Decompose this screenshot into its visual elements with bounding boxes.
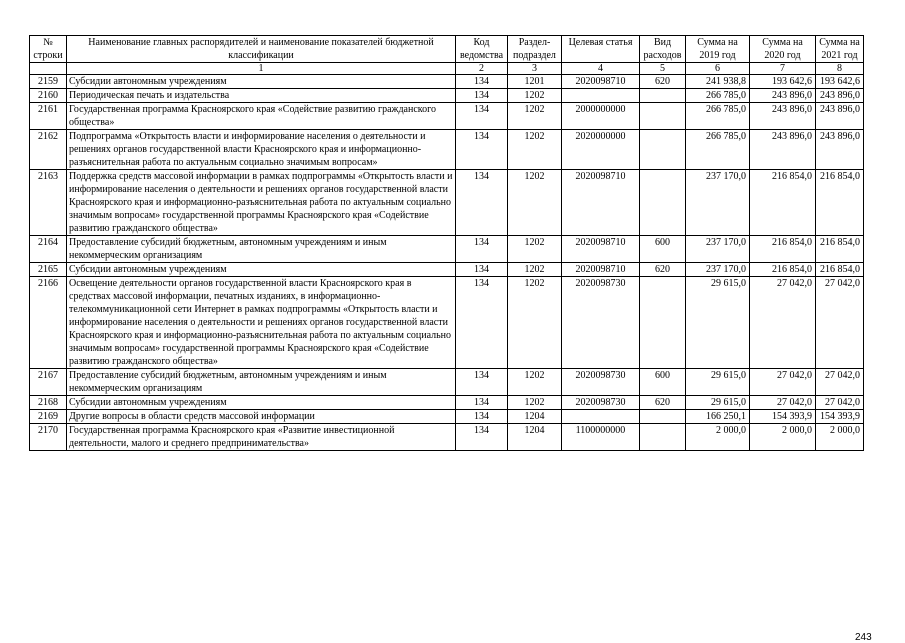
sum-2021-cell: 243 896,0 bbox=[816, 103, 864, 130]
row-number-cell: 2159 bbox=[30, 75, 67, 89]
sum-2020-cell: 2 000,0 bbox=[750, 424, 816, 451]
section-cell: 1204 bbox=[508, 424, 562, 451]
dept-code-cell: 134 bbox=[456, 130, 508, 170]
section-cell: 1202 bbox=[508, 170, 562, 236]
name-cell: Другие вопросы в области средств массовой информации bbox=[67, 410, 456, 424]
target-article-cell: 2020098730 bbox=[562, 396, 640, 410]
row-number-cell: 2162 bbox=[30, 130, 67, 170]
section-cell: 1202 bbox=[508, 89, 562, 103]
target-article-cell: 2020098710 bbox=[562, 170, 640, 236]
table-row bbox=[30, 75, 864, 89]
expense-type-cell bbox=[640, 130, 686, 170]
name-cell: Периодическая печать и издательства bbox=[67, 89, 456, 103]
page-number: 243 bbox=[855, 632, 872, 643]
dept-code-cell: 134 bbox=[456, 236, 508, 263]
sum-2020-cell: 243 896,0 bbox=[750, 89, 816, 103]
target-article-cell: 1100000000 bbox=[562, 424, 640, 451]
sum-2021-cell: 27 042,0 bbox=[816, 369, 864, 396]
section-cell: 1202 bbox=[508, 103, 562, 130]
name-cell: Государственная программа Красноярского края «Содействие развитию гражданского общества» bbox=[67, 103, 456, 130]
sum-2019-cell: 29 615,0 bbox=[686, 369, 750, 396]
table-body bbox=[30, 75, 864, 451]
sum-2020-cell: 216 854,0 bbox=[750, 236, 816, 263]
column-number: 7 bbox=[750, 63, 816, 75]
column-number: 6 bbox=[686, 63, 750, 75]
row-number-cell: 2167 bbox=[30, 369, 67, 396]
target-article-cell: 2020098710 bbox=[562, 263, 640, 277]
target-article-cell: 2020098710 bbox=[562, 236, 640, 263]
budget-table bbox=[29, 35, 864, 451]
name-cell: Освещение деятельности органов государственной власти Красноярского края в средствах массовой информации, печатных изданиях, в информационно-телекоммуникационной сети Интернет в рамках подпрограммы «Открытость власти и информирование населения о деятельности и решениях органов государственной власти Красноярского края и информационно-разъяснительная работа по актуальным социально значимым вопросам» государственной программы Красноярского края «Содействие развитию гражданского общества» bbox=[67, 277, 456, 369]
sum-2019-cell: 241 938,8 bbox=[686, 75, 750, 89]
table-row bbox=[30, 170, 864, 236]
expense-type-cell bbox=[640, 170, 686, 236]
header-target-article: Целевая статья bbox=[562, 36, 640, 63]
sum-2021-cell: 27 042,0 bbox=[816, 396, 864, 410]
header-row-number: № строки bbox=[30, 36, 67, 63]
target-article-cell bbox=[562, 410, 640, 424]
dept-code-cell: 134 bbox=[456, 369, 508, 396]
name-cell: Субсидии автономным учреждениям bbox=[67, 75, 456, 89]
table-row bbox=[30, 103, 864, 130]
sum-2020-cell: 243 896,0 bbox=[750, 130, 816, 170]
name-cell: Субсидии автономным учреждениям bbox=[67, 396, 456, 410]
section-cell: 1204 bbox=[508, 410, 562, 424]
header-sum-2020: Сумма на 2020 год bbox=[750, 36, 816, 63]
target-article-cell: 2020098730 bbox=[562, 369, 640, 396]
header-sum-2019: Сумма на 2019 год bbox=[686, 36, 750, 63]
header-expense-type: Вид расходов bbox=[640, 36, 686, 63]
column-number: 4 bbox=[562, 63, 640, 75]
sum-2019-cell: 266 785,0 bbox=[686, 130, 750, 170]
target-article-cell: 2020000000 bbox=[562, 130, 640, 170]
sum-2021-cell: 243 896,0 bbox=[816, 89, 864, 103]
dept-code-cell: 134 bbox=[456, 424, 508, 451]
section-cell: 1201 bbox=[508, 75, 562, 89]
expense-type-cell bbox=[640, 277, 686, 369]
column-number: 5 bbox=[640, 63, 686, 75]
dept-code-cell: 134 bbox=[456, 410, 508, 424]
header-section: Раздел-подраздел bbox=[508, 36, 562, 63]
sum-2020-cell: 27 042,0 bbox=[750, 369, 816, 396]
column-number bbox=[30, 63, 67, 75]
header-sum-2021: Сумма на 2021 год bbox=[816, 36, 864, 63]
column-number: 1 bbox=[67, 63, 456, 75]
sum-2019-cell: 266 785,0 bbox=[686, 89, 750, 103]
name-cell: Подпрограмма «Открытость власти и информирование населения о деятельности и решениях органов государственной власти Красноярского края и информационно-разъяснительная работа по актуальным социально значимым вопросам» bbox=[67, 130, 456, 170]
sum-2021-cell: 243 896,0 bbox=[816, 130, 864, 170]
dept-code-cell: 134 bbox=[456, 103, 508, 130]
row-number-cell: 2168 bbox=[30, 396, 67, 410]
sum-2019-cell: 237 170,0 bbox=[686, 263, 750, 277]
expense-type-cell: 620 bbox=[640, 75, 686, 89]
section-cell: 1202 bbox=[508, 369, 562, 396]
dept-code-cell: 134 bbox=[456, 170, 508, 236]
table-row bbox=[30, 263, 864, 277]
expense-type-cell: 600 bbox=[640, 236, 686, 263]
column-number: 8 bbox=[816, 63, 864, 75]
document-page bbox=[29, 35, 872, 643]
header-dept-code: Код ведомства bbox=[456, 36, 508, 63]
sum-2020-cell: 27 042,0 bbox=[750, 277, 816, 369]
row-number-cell: 2169 bbox=[30, 410, 67, 424]
name-cell: Субсидии автономным учреждениям bbox=[67, 263, 456, 277]
section-cell: 1202 bbox=[508, 396, 562, 410]
name-cell: Предоставление субсидий бюджетным, автономным учреждениям и иным некоммерческим организациям bbox=[67, 236, 456, 263]
row-number-cell: 2160 bbox=[30, 89, 67, 103]
table-row bbox=[30, 130, 864, 170]
sum-2019-cell: 2 000,0 bbox=[686, 424, 750, 451]
table-row bbox=[30, 277, 864, 369]
sum-2019-cell: 237 170,0 bbox=[686, 236, 750, 263]
expense-type-cell: 620 bbox=[640, 396, 686, 410]
dept-code-cell: 134 bbox=[456, 263, 508, 277]
dept-code-cell: 134 bbox=[456, 396, 508, 410]
sum-2020-cell: 154 393,9 bbox=[750, 410, 816, 424]
row-number-cell: 2165 bbox=[30, 263, 67, 277]
column-number: 3 bbox=[508, 63, 562, 75]
row-number-cell: 2166 bbox=[30, 277, 67, 369]
sum-2020-cell: 216 854,0 bbox=[750, 263, 816, 277]
sum-2020-cell: 193 642,6 bbox=[750, 75, 816, 89]
sum-2020-cell: 216 854,0 bbox=[750, 170, 816, 236]
table-row bbox=[30, 410, 864, 424]
dept-code-cell: 134 bbox=[456, 277, 508, 369]
row-number-cell: 2163 bbox=[30, 170, 67, 236]
dept-code-cell: 134 bbox=[456, 89, 508, 103]
expense-type-cell: 620 bbox=[640, 263, 686, 277]
name-cell: Предоставление субсидий бюджетным, автономным учреждениям и иным некоммерческим организациям bbox=[67, 369, 456, 396]
sum-2021-cell: 154 393,9 bbox=[816, 410, 864, 424]
target-article-cell: 2020098710 bbox=[562, 75, 640, 89]
column-number: 2 bbox=[456, 63, 508, 75]
sum-2019-cell: 266 785,0 bbox=[686, 103, 750, 130]
table-row bbox=[30, 424, 864, 451]
expense-type-cell bbox=[640, 89, 686, 103]
expense-type-cell bbox=[640, 424, 686, 451]
sum-2021-cell: 2 000,0 bbox=[816, 424, 864, 451]
row-number-cell: 2170 bbox=[30, 424, 67, 451]
row-number-cell: 2161 bbox=[30, 103, 67, 130]
row-number-cell: 2164 bbox=[30, 236, 67, 263]
section-cell: 1202 bbox=[508, 263, 562, 277]
dept-code-cell: 134 bbox=[456, 75, 508, 89]
table-row bbox=[30, 89, 864, 103]
sum-2021-cell: 216 854,0 bbox=[816, 263, 864, 277]
name-cell: Поддержка средств массовой информации в рамках подпрограммы «Открытость власти и информирование населения о деятельности и решениях органов государственной власти Красноярского края и информационно-разъяснительная работа по актуальным социально значимым вопросам» государственной программы Красноярского края «Содействие развитию гражданского общества» bbox=[67, 170, 456, 236]
table-row bbox=[30, 369, 864, 396]
target-article-cell: 2020098730 bbox=[562, 277, 640, 369]
table-row bbox=[30, 396, 864, 410]
target-article-cell: 2000000000 bbox=[562, 103, 640, 130]
sum-2021-cell: 216 854,0 bbox=[816, 236, 864, 263]
sum-2019-cell: 166 250,1 bbox=[686, 410, 750, 424]
sum-2021-cell: 27 042,0 bbox=[816, 277, 864, 369]
expense-type-cell bbox=[640, 410, 686, 424]
table-row bbox=[30, 236, 864, 263]
section-cell: 1202 bbox=[508, 236, 562, 263]
sum-2019-cell: 29 615,0 bbox=[686, 396, 750, 410]
sum-2019-cell: 29 615,0 bbox=[686, 277, 750, 369]
target-article-cell bbox=[562, 89, 640, 103]
sum-2021-cell: 193 642,6 bbox=[816, 75, 864, 89]
sum-2019-cell: 237 170,0 bbox=[686, 170, 750, 236]
section-cell: 1202 bbox=[508, 130, 562, 170]
sum-2020-cell: 243 896,0 bbox=[750, 103, 816, 130]
table-header bbox=[30, 36, 864, 75]
sum-2021-cell: 216 854,0 bbox=[816, 170, 864, 236]
expense-type-cell: 600 bbox=[640, 369, 686, 396]
header-name: Наименование главных распорядителей и наименование показателей бюджетной классификации bbox=[67, 36, 456, 63]
name-cell: Государственная программа Красноярского края «Развитие инвестиционной деятельности, малого и среднего предпринимательства» bbox=[67, 424, 456, 451]
section-cell: 1202 bbox=[508, 277, 562, 369]
column-number-row bbox=[30, 63, 864, 75]
sum-2020-cell: 27 042,0 bbox=[750, 396, 816, 410]
expense-type-cell bbox=[640, 103, 686, 130]
